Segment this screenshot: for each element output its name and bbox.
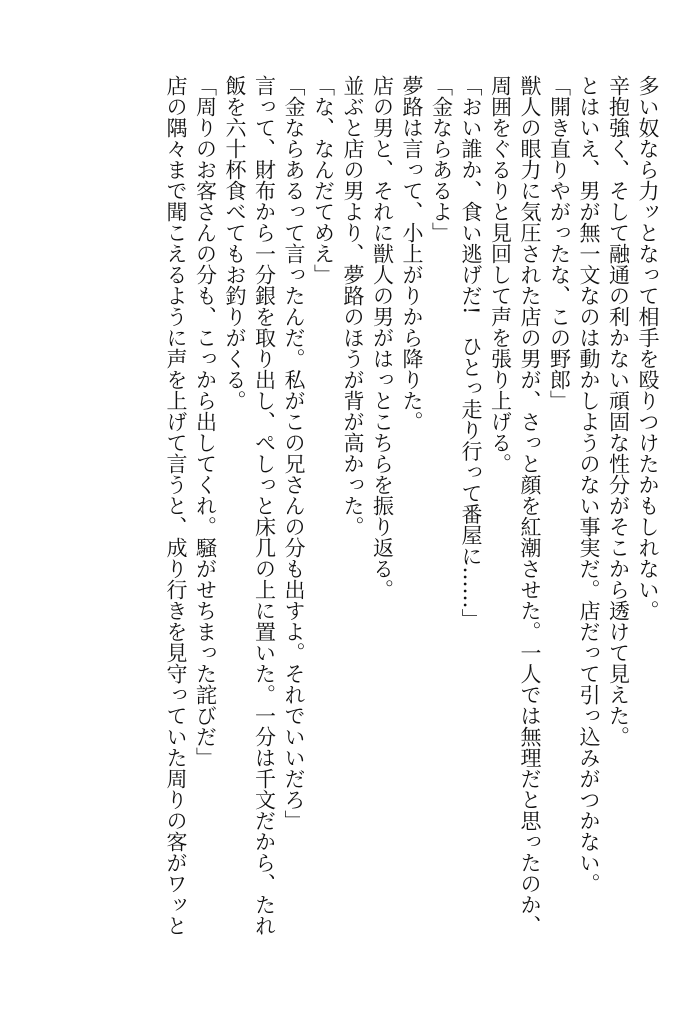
text-line-3: とはいえ、男が無一文なのは動かしようのない事実だ。店だって引っ込みがつかない。 [577, 75, 601, 894]
text-line-13: 「金ならあるって言ったんだ。私がこの兄さんの分も出すよ。それでいいだろ」 [282, 75, 306, 831]
text-line-2: 辛抱強く、そして融通の利かない頑固な性分がそこから透けて見えた。 [606, 75, 631, 747]
text-line-7: 「おい誰か、食い逃げだ! ひとっ走り行って番屋に……」 [459, 75, 483, 630]
text-line-8: 「金ならあるよ」 [429, 75, 454, 243]
text-line-12: 「な、なんだてめえ」 [311, 75, 336, 285]
text-line-14: 言って、財布から一分銀を取り出し、ぺしっと床几の上に置いた。一分は千文だから、たれ [252, 75, 277, 936]
text-line-11: 並ぶと店の男より、夢路のほうが背が高かった。 [341, 75, 365, 537]
text-line-9: 夢路は言って、小上がりから降りた。 [400, 75, 424, 432]
text-line-10: 店の男と、それに獣人の男がはっとこちらを振り返る。 [370, 75, 395, 600]
text-line-4: 「開き直りやがったな、この野郎」 [547, 75, 572, 411]
vertical-text-body [161, 75, 663, 975]
text-line-5: 獣人の眼力に気圧された店の男が、さっと顔を紅潮させた。一人では無理だと思ったのか、 [518, 75, 542, 936]
text-line-17: 店の隅々まで聞こえるように声を上げて言うと、成り行きを見守っていた周りの客がワッと [164, 75, 188, 936]
text-line-6: 周囲をぐるりと見回して声を張り上げる。 [488, 75, 513, 474]
text-line-1: 多い奴なら力ッとなって相手を殴りつけたかもしれない。 [636, 75, 660, 621]
text-line-15: 飯を六十杯食べてもお釣りがくる。 [223, 75, 247, 411]
text-line-16: 「周りのお客さんの分も、こっから出してくれ。騒がせちまった詫びだ」 [193, 75, 218, 768]
